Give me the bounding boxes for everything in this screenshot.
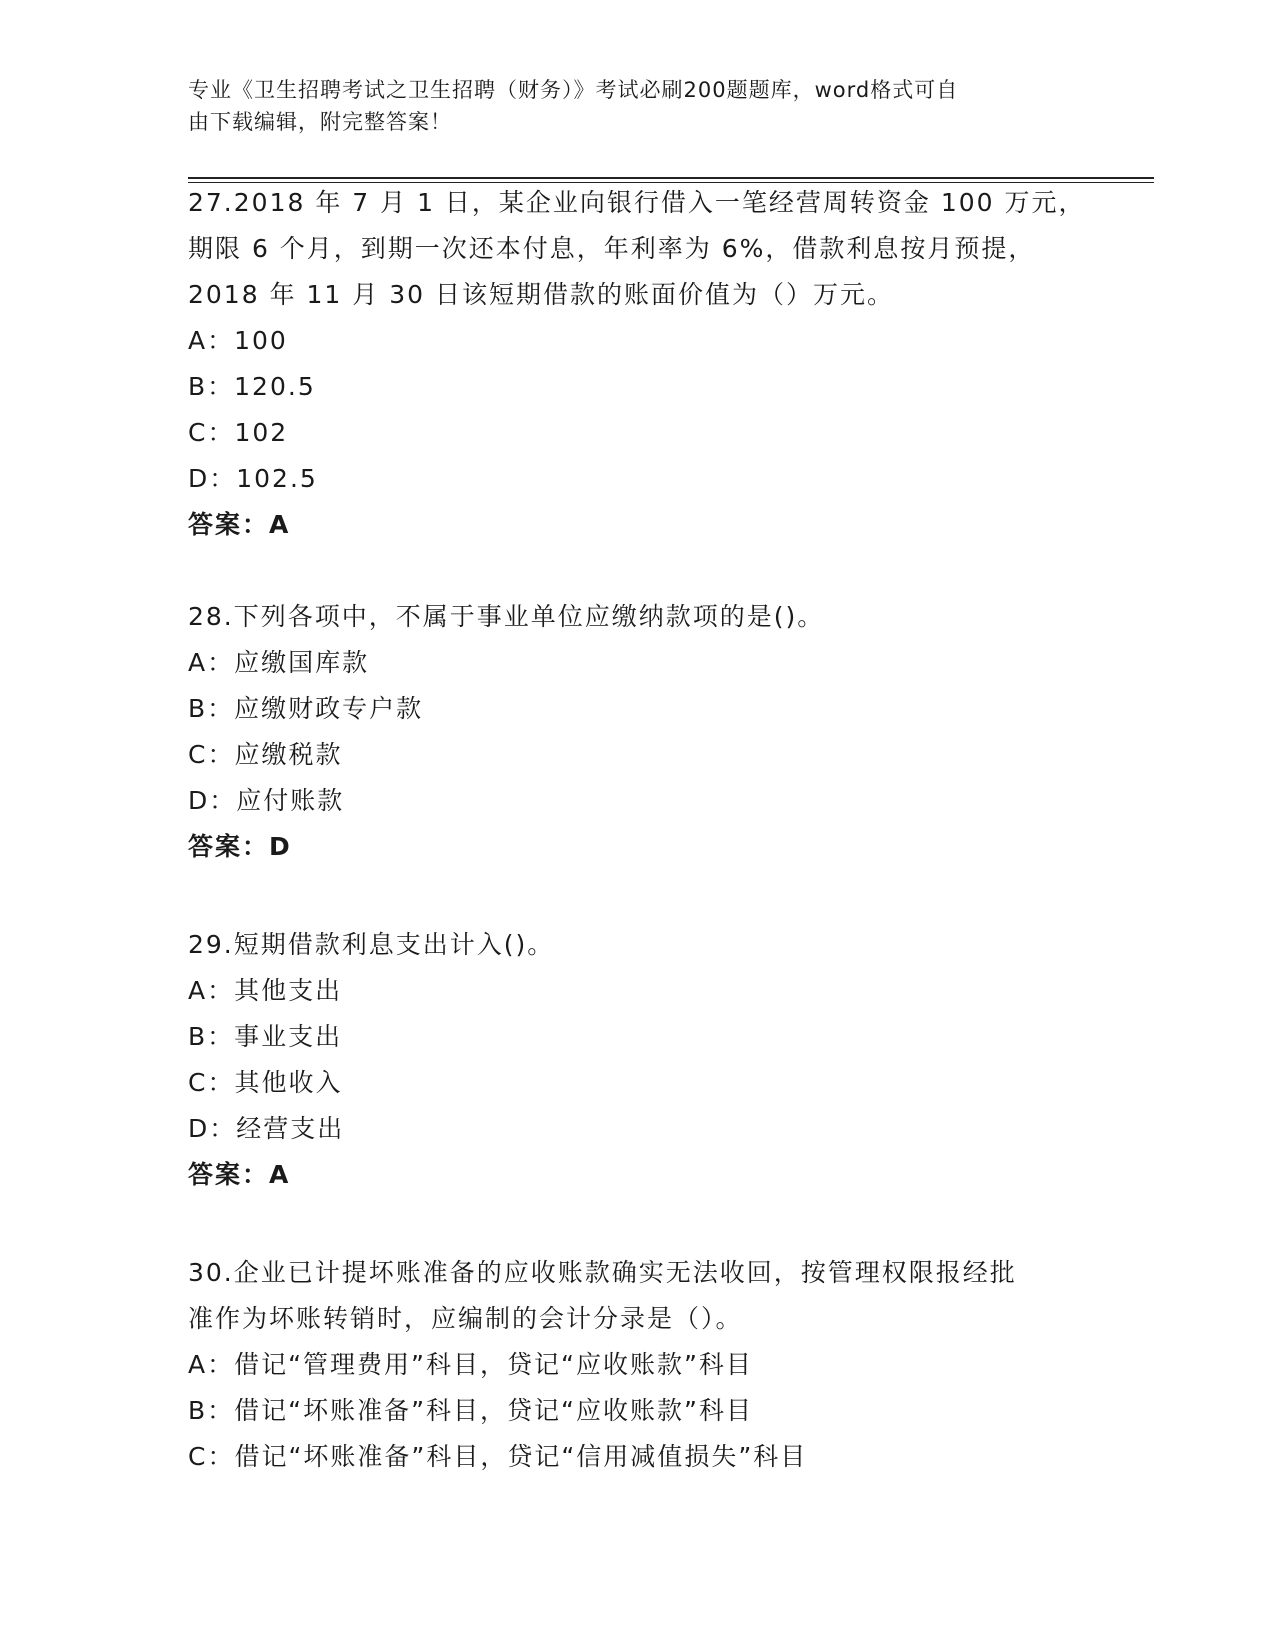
- option-b: B：事业支出: [188, 1022, 343, 1051]
- option-c: C：应缴税款: [188, 740, 343, 769]
- document-header: [188, 74, 1068, 138]
- option-c: C：借记“坏账准备”科目，贷记“信用减值损失”科目: [188, 1442, 808, 1471]
- question-27: [188, 180, 1088, 548]
- option-a: A：其他支出: [188, 976, 343, 1005]
- header-line-1: 专业《卫生招聘考试之卫生招聘（财务）》考试必刷200题题库，word格式可自: [188, 78, 959, 102]
- option-c: C：其他收入: [188, 1068, 343, 1097]
- option-b: B：借记“坏账准备”科目，贷记“应收账款”科目: [188, 1396, 753, 1425]
- option-b: B：120.5: [188, 372, 316, 401]
- question-29: [188, 922, 1088, 1198]
- option-d: D：经营支出: [188, 1114, 345, 1143]
- question-stem-line: 27.2018 年 7 月 1 日，某企业向银行借入一笔经营周转资金 100 万元，: [188, 188, 1086, 217]
- question-stem-line: 期限 6 个月，到期一次还本付息，年利率为 6%，借款利息按月预提，: [188, 234, 1036, 263]
- header-line-2: 由下载编辑，附完整答案！: [188, 110, 452, 134]
- question-28: [188, 594, 1088, 870]
- question-30: [188, 1250, 1088, 1480]
- question-stem-line: 28.下列各项中，不属于事业单位应缴纳款项的是()。: [188, 602, 825, 631]
- answer-text: 答案：D: [188, 832, 292, 861]
- option-d: D：应付账款: [188, 786, 345, 815]
- question-stem-line: 2018 年 11 月 30 日该短期借款的账面价值为（）万元。: [188, 280, 894, 309]
- question-stem-line: 30.企业已计提坏账准备的应收账款确实无法收回，按管理权限报经批: [188, 1258, 1017, 1287]
- option-b: B：应缴财政专户款: [188, 694, 424, 723]
- header-divider-thick: [188, 177, 1154, 179]
- answer-text: 答案：A: [188, 1160, 291, 1189]
- question-stem-line: 29.短期借款利息支出计入()。: [188, 930, 555, 959]
- option-a: A：应缴国库款: [188, 648, 370, 677]
- option-a: A：借记“管理费用”科目，贷记“应收账款”科目: [188, 1350, 753, 1379]
- option-d: D：102.5: [188, 464, 318, 493]
- answer-text: 答案：A: [188, 510, 291, 539]
- question-stem-line: 准作为坏账转销时，应编制的会计分录是（）。: [188, 1304, 743, 1333]
- option-a: A：100: [188, 326, 288, 355]
- option-c: C：102: [188, 418, 289, 447]
